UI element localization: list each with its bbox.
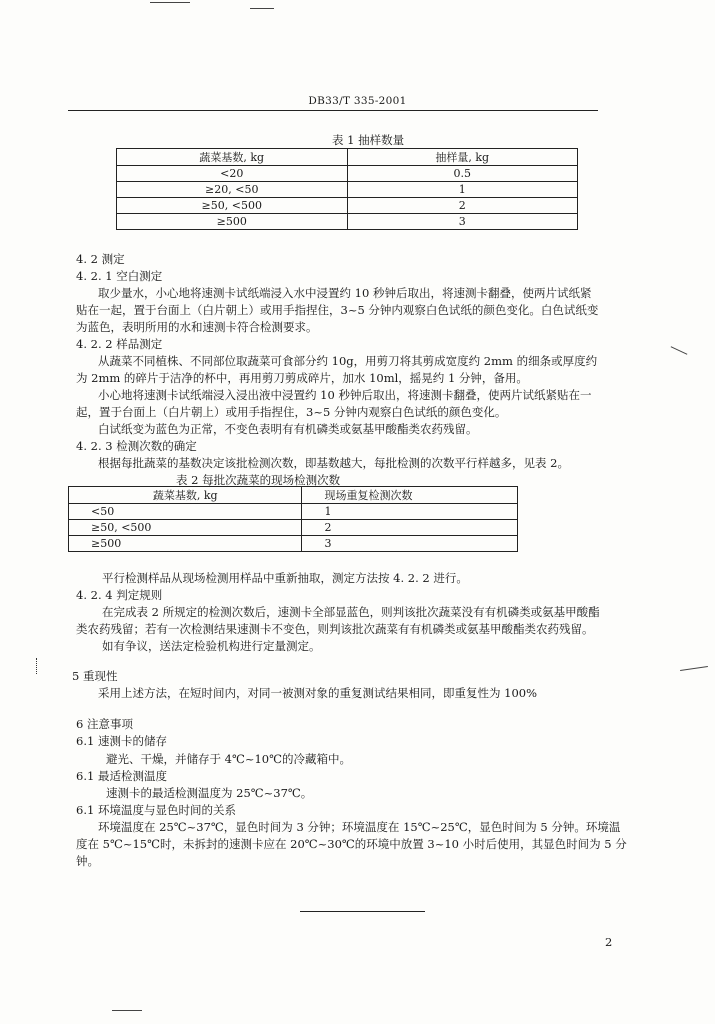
table-row (69, 520, 518, 536)
section-4-2-4-title: 4. 2. 4 判定规则 (76, 588, 163, 602)
section-4-2-1-title: 4. 2. 1 空白测定 (76, 269, 163, 283)
paragraph-line: 起，置于台面上（白片朝上）或用手指捏住，3~5 分钟内观察白色试纸的颜色变化。 (76, 405, 507, 419)
section-6-1-temperature-title: 6.1 最适检测温度 (76, 769, 167, 783)
scan-artifact (36, 658, 39, 674)
paragraph-line: 为 2mm 的碎片于洁净的杯中，再用剪刀剪成碎片，加水 10ml，摇晃约 1 分钟，备用。 (76, 371, 528, 385)
table1 (116, 148, 578, 230)
table-cell: ≥50, <500 (117, 198, 348, 214)
section-6-1-relation-title: 6.1 环境温度与显色时间的关系 (76, 803, 236, 817)
table-cell: 3 (302, 536, 518, 552)
paragraph-line: 平行检测样品从现场检测用样品中重新抽取，测定方法按 4. 2. 2 进行。 (102, 571, 468, 585)
footer-rule (300, 911, 425, 912)
paragraph-line: 为蓝色，表明所用的水和速测卡符合检测要求。 (76, 320, 318, 334)
paragraph-line: 小心地将速测卡试纸端浸入浸出液中浸置约 10 秒钟后取出，将速测卡翻叠，使两片试纸紧贴在一 (98, 388, 592, 402)
table-row (117, 149, 578, 166)
table-cell: <50 (69, 504, 302, 520)
table-row (117, 198, 578, 214)
paragraph-line: 贴在一起，置于台面上（白片朝上）或用手指捏住，3~5 分钟内观察白色试纸的颜色变化。白色试纸变 (76, 303, 599, 317)
table1-caption: 表 1 抽样数量 (332, 133, 405, 147)
section-4-2-3-title: 4. 2. 3 检测次数的确定 (76, 439, 197, 453)
scan-artifact (112, 1010, 142, 1011)
section-4-2-title: 4. 2 测定 (76, 252, 125, 266)
table-row (117, 214, 578, 230)
table-cell: 1 (347, 182, 578, 198)
section-6-1-storage-title: 6.1 速测卡的储存 (76, 734, 167, 748)
paragraph-line: 白试纸变为蓝色为正常，不变色表明有有机磷类或氨基甲酸酯类农药残留。 (98, 422, 478, 436)
table-cell: 3 (347, 214, 578, 230)
scan-artifact (680, 666, 708, 671)
section-5-title: 5 重现性 (72, 669, 118, 683)
section-6-title: 6 注意事项 (76, 717, 133, 731)
scan-artifact (671, 346, 688, 355)
table-cell: ≥20, <50 (117, 182, 348, 198)
paragraph-line: 速测卡的最适检测温度为 25℃~37℃。 (106, 786, 313, 800)
paragraph-line: 采用上述方法，在短时间内，对同一被测对象的重复测试结果相同，即重复性为 100% (98, 686, 538, 700)
table2-header-base: 蔬菜基数, kg (69, 487, 302, 504)
scan-artifact (250, 8, 274, 9)
section-4-2-2-title: 4. 2. 2 样品测定 (76, 337, 163, 351)
table-row (69, 487, 518, 504)
paragraph-line: 在完成表 2 所规定的检测次数后，速测卡全部显蓝色，则判该批次蔬菜没有有机磷类或氨基甲酸酯 (102, 605, 600, 619)
table-cell: 0.5 (347, 166, 578, 182)
table-cell: <20 (117, 166, 348, 182)
table-cell: 2 (347, 198, 578, 214)
table-row (117, 182, 578, 198)
paragraph-line: 根据每批蔬菜的基数决定该批检测次数，即基数越大，每批检测的次数平行样越多，见表 2。 (98, 456, 569, 470)
paragraph-line: 度在 5℃~15℃时，未拆封的速测卡应在 20℃~30℃的环境中放置 3~10 小时后使用，其显色时间为 5 分 (76, 837, 627, 851)
paragraph-line: 如有争议，送法定检验机构进行定量测定。 (102, 639, 321, 653)
table2 (68, 486, 518, 552)
paragraph-line: 从蔬菜不同植株、不同部位取蔬菜可食部分约 10g，用剪刀将其剪成宽度约 2mm 的细条或厚度约 (98, 354, 598, 368)
table-cell: ≥50, <500 (69, 520, 302, 536)
table-row (69, 504, 518, 520)
table1-header-base: 蔬菜基数, kg (117, 149, 348, 166)
table-row (117, 166, 578, 182)
table1-header-amount: 抽样量, kg (347, 149, 578, 166)
paragraph-line: 类农药残留；若有一次检测结果速测卡不变色，则判该批次蔬菜有有机磷类或氨基甲酸酯类农药残留。 (76, 622, 594, 636)
table-row (69, 536, 518, 552)
table2-header-count: 现场重复检测次数 (302, 487, 518, 504)
paragraph-line: 避光、干燥，并储存于 4℃~10℃的冷藏箱中。 (106, 752, 351, 766)
table-cell: 2 (302, 520, 518, 536)
scan-artifact (150, 2, 190, 3)
table-cell: ≥500 (69, 536, 302, 552)
paragraph-line: 环境温度在 25℃~37℃，显色时间为 3 分钟；环境温度在 15℃~25℃，显色时间为 5 分钟。环境温 (98, 820, 621, 834)
table-cell: ≥500 (117, 214, 348, 230)
table-cell: 1 (302, 504, 518, 520)
header-rule (68, 110, 598, 111)
table2-caption: 表 2 每批次蔬菜的现场检测次数 (176, 473, 341, 487)
paragraph-line: 钟。 (76, 854, 99, 868)
standard-code-header: DB33/T 335-2001 (308, 95, 407, 107)
paragraph-line: 取少量水，小心地将速测卡试纸端浸入水中浸置约 10 秒钟后取出，将速测卡翻叠，使两片试纸紧 (98, 286, 592, 300)
page-number: 2 (605, 935, 613, 949)
